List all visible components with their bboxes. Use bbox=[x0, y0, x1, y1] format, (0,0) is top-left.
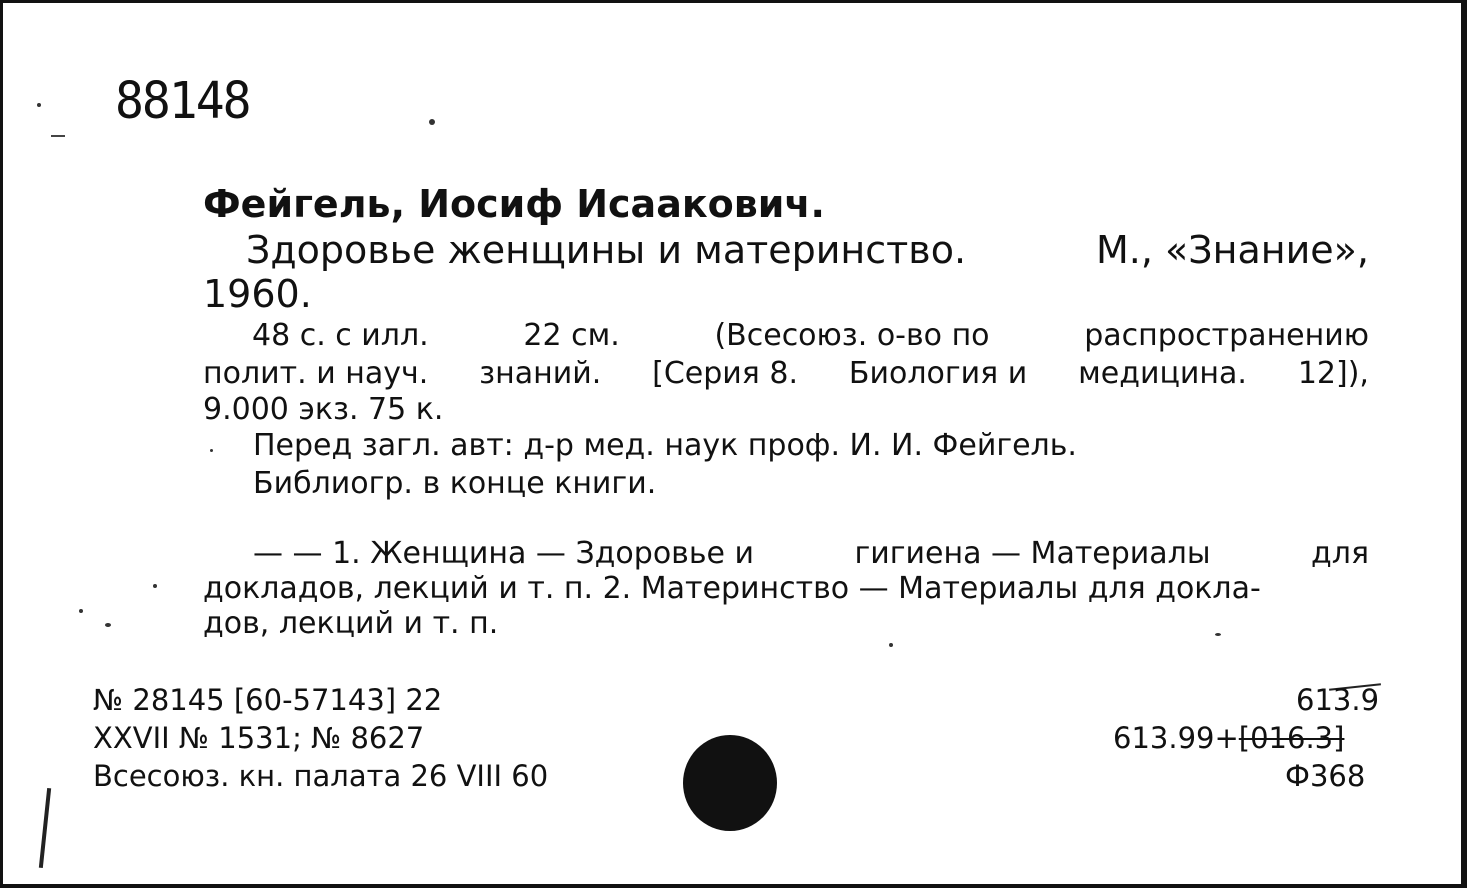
series-info: [Серия 8. bbox=[652, 356, 799, 391]
pencil-stroke-mark bbox=[39, 788, 51, 868]
title-line bbox=[246, 228, 1369, 272]
subject-1-end: для bbox=[1311, 536, 1369, 571]
series-number: 12]), bbox=[1297, 356, 1369, 391]
pages-info: 48 с. с илл. bbox=[252, 318, 429, 353]
subjects-line-2: докладов, лекций и т. п. 2. Материнство — Материалы для докла- bbox=[203, 571, 1261, 606]
subject-1: — — 1. Женщина — Здоровье и bbox=[253, 536, 755, 571]
series-info-3: медицина. bbox=[1078, 356, 1247, 391]
footer-record-number: № 28145 [60-57143] 22 bbox=[93, 683, 443, 717]
society-info-cont: распространению bbox=[1084, 318, 1369, 353]
book-title: Здоровье женщины и материнство. bbox=[246, 228, 967, 272]
classification-extended bbox=[1113, 721, 1345, 755]
accession-number-handwritten: 88148 bbox=[115, 71, 250, 131]
pencil-dash-mark bbox=[51, 135, 65, 137]
society-info: (Всесоюз. о-во по bbox=[714, 318, 990, 353]
series-info-2: Биология и bbox=[848, 356, 1028, 391]
society-info-2: полит. и науч. bbox=[203, 356, 429, 391]
society-info-3: знаний. bbox=[479, 356, 602, 391]
subjects-line-1 bbox=[253, 536, 1369, 571]
subjects-line-3: дов, лекций и т. п. bbox=[203, 606, 499, 641]
author-mark: Ф368 bbox=[1285, 759, 1366, 793]
classification-struck: [016.3] bbox=[1238, 721, 1345, 755]
author-heading: Фейгель, Иосиф Исаакович. bbox=[203, 182, 825, 226]
punch-hole bbox=[683, 735, 777, 831]
footer-chamber-date: Всесоюз. кн. палата 26 VIII 60 bbox=[93, 759, 549, 793]
subject-1-cont: гигиена — Материалы bbox=[854, 536, 1211, 571]
publication-year: 1960. bbox=[203, 272, 312, 316]
classification-number: 613.9 bbox=[1296, 683, 1380, 717]
description-line-2 bbox=[203, 356, 1369, 391]
note-bibliography: Библиогр. в конце книги. bbox=[253, 466, 657, 501]
size-info: 22 см. bbox=[523, 318, 620, 353]
classification-prefix: 613.99+ bbox=[1113, 721, 1239, 755]
print-run-price: 9.000 экз. 75 к. bbox=[203, 392, 444, 427]
description-line-1 bbox=[252, 318, 1369, 353]
footer-registry: XXVII № 1531; № 8627 bbox=[93, 721, 425, 755]
publisher-place: М., «Знание», bbox=[1095, 228, 1369, 272]
note-author-credentials: Перед загл. авт: д-р мед. наук проф. И. И. Фейгель. bbox=[253, 428, 1077, 463]
